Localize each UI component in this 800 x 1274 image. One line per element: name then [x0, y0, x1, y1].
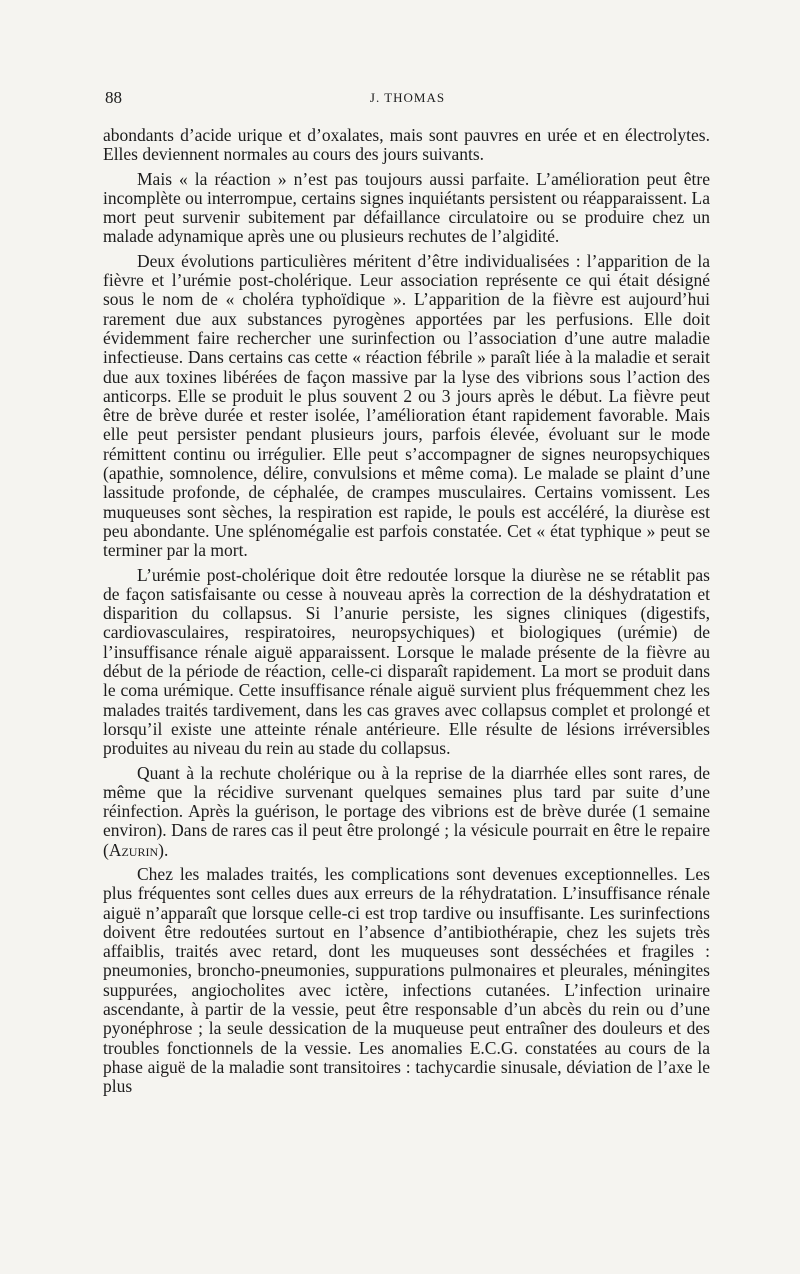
paragraph-uremia: L’urémie post-cholérique doit être redoutée lorsque la diurèse ne se rétablit pas de façon satisfaisante ou cesse à nouveau après la correction de la déshydratation et disparition du collapsus. Si l’anurie persiste, les signes cliniques (digestifs, cardiovasculaires, respiratoires, neuropsychiques) et biologiques (urémie) de l’insuffisance rénale aiguë apparaissent. Lorsque le malade présente de la fièvre au début de la période de réaction, celle-ci disparaît rapidement. La mort se produit dans le coma urémique. Cette insuffisance rénale aiguë survient plus fréquemment chez les malades traités tardivement, dans les cas graves avec collapsus complet et prolongé et lorsqu’il existe une atteinte rénale antérieure. Elle résulte de lésions irréversibles produites au niveau du rein au stade du collapsus.: [103, 564, 710, 759]
paragraph-fever: Deux évolutions particulières méritent d’être individualisées : l’apparition de la fièvre et l’urémie post-cholérique. Leur association représente ce qui était désigné sous le nom de « choléra typhoïdique ». L’apparition de la fièvre est aujourd’hui rarement due aux substances pyrogènes apportées par les perfusions. Elle doit évidemment faire rechercher une surinfection ou l’association d’une autre maladie infectieuse. Dans certains cas cette « réaction fébrile » paraît liée à la maladie et serait due aux toxines libérées de façon massive par la lyse des vibrions sous l’action des anticorps. Elle se produit le plus souvent 2 ou 3 jours après le début. La fièvre peut être de brève durée et rester isolée, l’amélioration étant rapidement favorable. Mais elle peut persister pendant plusieurs jours, parfois élevée, évoluant sur le mode rémittent continu ou irrégulier. Elle peut s’accompagner de signes neuropsychiques (apathie, somnolence, délire, convulsions et même coma). Le malade se plaint d’une lassitude profonde, de céphalée, de crampes musculaires. Certains vomissent. Les muqueuses sont sèches, la respiration est rapide, le pouls est accéléré, la diurèse est peu abondante. Une splénomégalie est parfois constatée. Cet « état typhique » peut se terminer par la mort.: [103, 250, 710, 561]
paragraph-complications: Chez les malades traités, les complications sont devenues exceptionnelles. Les plus fréquentes sont celles dues aux erreurs de la réhydratation. L’insuffisance rénale aiguë n’apparaît que lorsque celle-ci est trop tardive ou insuffisante. Les surinfections doivent être redoutées surtout en l’absence d’antibiothérapie, chez les sujets très affaiblis, traités avec retard, dont les muqueuses sont desséchées et fragiles : pneumonies, broncho-pneumonies, suppurations pulmonaires et pleurales, méningites suppurées, angiocholites avec ictère, infections cutanées. L’infection urinaire ascendante, à partir de la vessie, peut être responsable d’un abcès du rein ou d’une pyonéphrose ; la seule dessication de la muqueuse peut entraîner des douleurs et des troubles fonctionnels de la vessie. Les anomalies E.C.G. constatées au cours de la phase aiguë de la maladie sont transitoires : tachycardie sinusale, déviation de l’axe le plus: [103, 863, 710, 1097]
page-number: 88: [105, 88, 122, 107]
paragraph-continuation: abondants d’acide urique et d’oxalates, mais sont pauvres en urée et en électrolytes. Elles deviennent normales au cours des jours suivants.: [103, 125, 710, 165]
citation-author: Azurin: [108, 839, 159, 860]
body-text: [103, 126, 710, 1102]
page-header: [105, 88, 710, 112]
paragraph-relapse: [103, 764, 710, 860]
paragraph-reaction: Mais « la réaction » n’est pas toujours aussi parfaite. L’amélioration peut être incomplète ou interrompue, certains signes inquiétants persistent ou réapparaissent. La mort peut survenir subitement par défaillance circulatoire ou se produire chez un malade adynamique après une ou plusieurs rechutes de l’algidité.: [103, 168, 710, 247]
relapse-text: Quant à la rechute cholérique ou à la reprise de la diarrhée elles sont rares, de même que la récidive survenant quelques semaines plus tard par suite d’une réinfection. Après la guérison, le portage des vibrions est de brève durée (1 semaine environ). Dans de rares cas il peut être prolongé ; la vésicule pourrait en être le repaire (: [103, 762, 710, 860]
running-head: J. THOMAS: [369, 90, 446, 105]
citation-close: ).: [158, 839, 169, 860]
